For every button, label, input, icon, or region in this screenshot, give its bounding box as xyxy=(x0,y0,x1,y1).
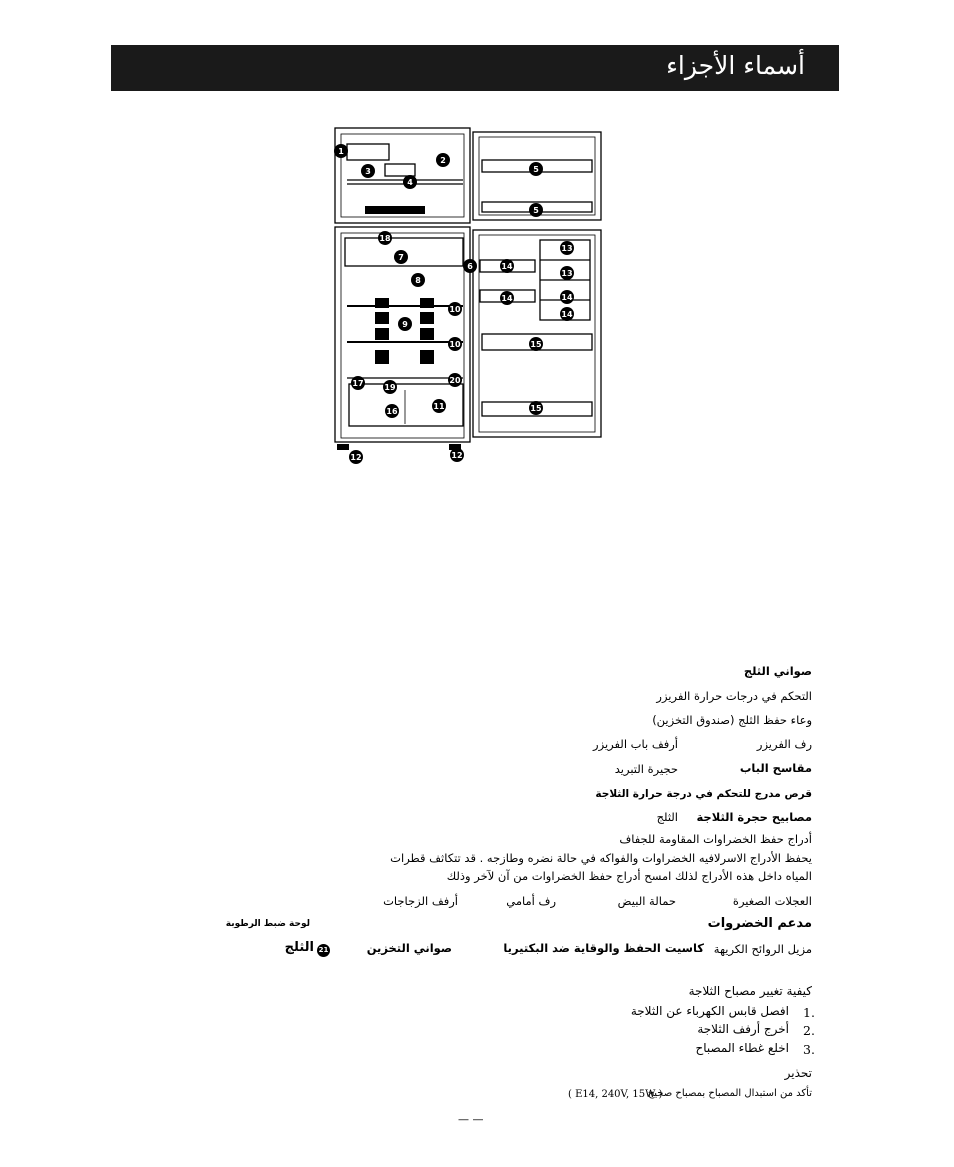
badge-17 xyxy=(351,376,365,390)
part-freezer-control: التحكم في درجات حرارة الفريزر xyxy=(656,689,812,703)
crisper-desc-line3: المياه داخل هذه الأدراج لذلك امسح أدراج حفظ الخضراوات من آن لآخر وذلك xyxy=(446,869,812,883)
svg-text:15: 15 xyxy=(530,340,542,349)
svg-text:16: 16 xyxy=(386,407,398,416)
lamp-step-3: اخلع غطاء المصباح xyxy=(695,1041,789,1055)
part-fridge-control: قرص مدرج للتحكم في درجة حرارة الثلاجة xyxy=(595,788,812,800)
part-ice-bank: وعاء حفظ الثلج (صندوق التخزين) xyxy=(652,713,812,727)
part-glass-shelves: أرفف الزجاجات xyxy=(383,894,458,908)
warning-title: تحذير xyxy=(784,1066,812,1080)
svg-text:14: 14 xyxy=(561,293,573,302)
badge-8 xyxy=(411,273,425,287)
svg-text:12: 12 xyxy=(350,453,362,462)
part-deodorizer: مزيل الروائح الكريهة xyxy=(713,942,812,956)
svg-text:15: 15 xyxy=(530,404,542,413)
svg-text:19: 19 xyxy=(384,383,396,392)
badge-10a xyxy=(448,302,462,316)
badge-9 xyxy=(398,317,412,331)
badge-14b xyxy=(500,291,514,305)
badge-4 xyxy=(403,175,417,189)
part-door-wipers: مقاسح الباب xyxy=(739,761,812,775)
page-title: أسماء الأجزاء xyxy=(666,51,805,80)
svg-text:13: 13 xyxy=(561,244,573,253)
lamp-section-title: كيفية تغيير مصباح الثلاجة xyxy=(688,984,812,998)
svg-text:6: 6 xyxy=(467,262,473,271)
part-freezer-door-shelves: أرفف باب الفريزر xyxy=(593,737,678,751)
badge-16 xyxy=(385,404,399,418)
crisper-desc-line1: أدراج حفظ الخضراوات المقاومة للجفاف xyxy=(619,832,812,846)
badge-2 xyxy=(436,153,450,167)
part-storage-trays: صواني التخزين xyxy=(366,941,452,955)
svg-text:1: 1 xyxy=(338,147,344,156)
svg-text:12: 12 xyxy=(451,451,463,460)
part-egg-holder: حمالة البيض xyxy=(617,894,676,908)
svg-text:5: 5 xyxy=(533,206,539,215)
badge-14a xyxy=(500,259,514,273)
svg-text:17: 17 xyxy=(352,379,364,388)
badge-5b xyxy=(529,203,543,217)
page-marker: — — xyxy=(458,1113,484,1126)
badge-19 xyxy=(383,380,397,394)
crisper-desc-line2: يحفظ الأدراج الاسرلافيه الخضراوات والفواكه في حالة نضره وطازجه . قد تتكاثف قطرات xyxy=(390,851,812,865)
warning-spec: ( E14, 240V, 15W ) xyxy=(568,1089,663,1100)
badge-7 xyxy=(394,250,408,264)
svg-text:14: 14 xyxy=(501,262,513,271)
header-bar xyxy=(111,45,839,91)
badge-14d xyxy=(560,307,574,321)
svg-text:5: 5 xyxy=(533,165,539,174)
badge-12a xyxy=(349,450,363,464)
lamp-step-1: افصل قابس الكهرباء عن الثلاجة xyxy=(630,1004,789,1018)
badge-6 xyxy=(463,259,477,273)
svg-text:2: 2 xyxy=(440,156,446,165)
svg-text:13: 13 xyxy=(561,269,573,278)
badge-12b xyxy=(450,448,464,462)
badge-13a xyxy=(560,241,574,255)
svg-text:9: 9 xyxy=(402,320,408,329)
svg-text:4: 4 xyxy=(407,178,413,187)
part-antibacterial-cassette: كاسيت الحفظ والوقاية ضد البكتيريا xyxy=(503,941,704,955)
svg-text:10: 10 xyxy=(449,340,461,349)
part-ice-trays: صواني الثلج xyxy=(743,664,812,678)
lamp-step-3-num: 3. xyxy=(803,1042,815,1057)
svg-text:14: 14 xyxy=(561,310,573,319)
lamp-step-1-num: 1. xyxy=(803,1005,815,1020)
badge-3 xyxy=(361,164,375,178)
lamp-step-2: أخرج أرفف الثلاجة xyxy=(697,1022,789,1036)
svg-text:11: 11 xyxy=(433,402,445,411)
badge-13b xyxy=(560,266,574,280)
svg-text:7: 7 xyxy=(398,253,404,262)
svg-text:20: 20 xyxy=(449,376,461,385)
svg-text:10: 10 xyxy=(449,305,461,314)
svg-text:8: 8 xyxy=(415,276,421,285)
badge-15b xyxy=(529,401,543,415)
lamp-step-2-num: 2. xyxy=(803,1023,815,1038)
badge-10b xyxy=(448,337,462,351)
part-chill-room: حجيرة التبريد xyxy=(614,762,678,776)
badge-1 xyxy=(334,144,348,158)
part-fridge-lamp: مصابيح حجرة الثلاجة xyxy=(696,810,812,824)
badge-18 xyxy=(378,231,392,245)
part-freezer-shelf: رف الفريزر xyxy=(756,737,812,751)
badge-11 xyxy=(432,399,446,413)
warning-text: تأكد من استبدال المصباح بمصباح صحيح xyxy=(647,1088,812,1099)
badge-20 xyxy=(448,373,462,387)
part-humidity-panel: لوحة ضبط الرطوبة xyxy=(225,919,310,929)
badge-15a xyxy=(529,337,543,351)
refrigerator-diagram xyxy=(325,120,625,470)
part-leveling-screws: العجلات الصغيرة xyxy=(732,894,812,908)
badge-21: 21 xyxy=(317,944,330,957)
part-front-shelf: رف أمامي xyxy=(506,894,556,908)
svg-text:18: 18 xyxy=(379,234,391,243)
part-vegetable-support: مدعم الخضروات xyxy=(707,916,812,931)
part-ice-21: الثلج xyxy=(284,940,314,955)
part-ice: الثلج xyxy=(656,810,678,824)
badge-14c xyxy=(560,290,574,304)
svg-text:3: 3 xyxy=(365,167,371,176)
badge-5a xyxy=(529,162,543,176)
svg-text:14: 14 xyxy=(501,294,513,303)
